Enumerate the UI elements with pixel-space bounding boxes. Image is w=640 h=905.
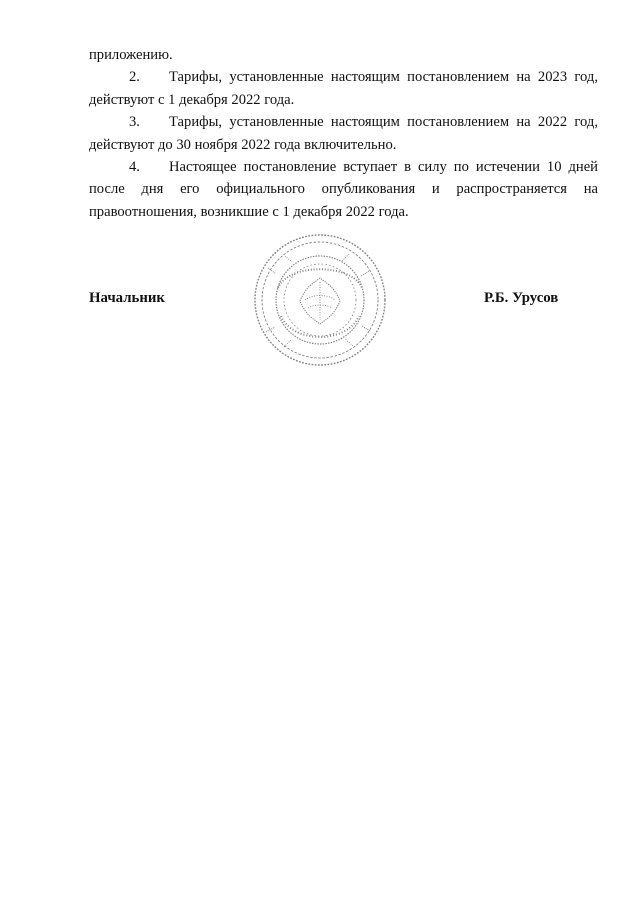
continued-text-fragment: приложению.	[89, 47, 173, 63]
item-2-number: 2.	[129, 69, 140, 86]
signatory-title: Начальник	[89, 290, 165, 306]
item-3-number: 3.	[129, 114, 140, 131]
item-4-first-line	[89, 156, 598, 178]
item-3-text-line-1: Тарифы, установленные настоящим постановлением на 2022 год,	[169, 114, 598, 131]
item-4-text-line-2: после дня его официального опубликования и распространяется на	[89, 181, 598, 198]
item-4-text-line-3: правоотношения, возникшие с 1 декабря 2022 года.	[89, 203, 409, 220]
document-body	[89, 44, 598, 223]
item-3-text-line-2: действуют до 30 ноября 2022 года включительно.	[89, 136, 397, 153]
signatory-name: Р.Б. Урусов	[484, 290, 559, 306]
item-4-number: 4.	[129, 159, 140, 176]
signature-row	[89, 290, 598, 330]
item-4-text-line-1: Настоящее постановление вступает в силу по истечении 10 дней	[169, 159, 598, 176]
item-3-first-line	[89, 111, 598, 133]
item-2-text-line-1: Тарифы, установленные настоящим постановлением на 2023 год,	[169, 69, 598, 86]
item-2-text-line-2: действуют с 1 декабря 2022 года.	[89, 91, 295, 108]
item-2-first-line	[89, 66, 598, 88]
